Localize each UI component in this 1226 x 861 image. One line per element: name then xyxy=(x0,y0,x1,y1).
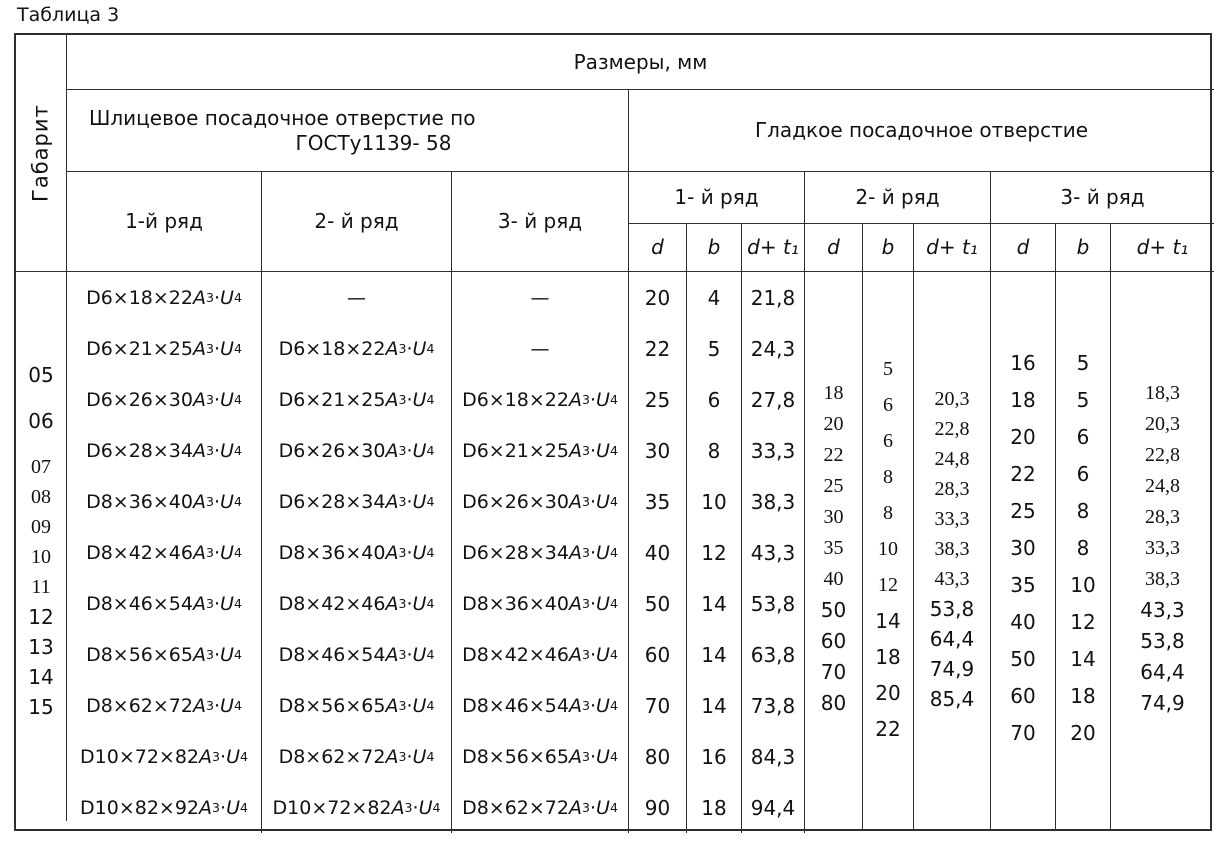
cell-value: 73,8 xyxy=(750,693,796,718)
cell-value: 21,8 xyxy=(750,285,796,310)
cell-value: 22 xyxy=(823,444,844,466)
cell-value: 94,4 xyxy=(750,795,796,820)
cell-value: 07 xyxy=(31,455,51,478)
smooth1-b-column xyxy=(687,272,742,833)
cell-value: — xyxy=(530,286,550,309)
cell-value: 24,8 xyxy=(1145,475,1180,497)
cell-value: 40 xyxy=(1010,610,1036,634)
cell-value: 20 xyxy=(644,285,671,310)
smooth-series-2-header: 2- й ряд xyxy=(805,172,991,224)
cell-value: 10 xyxy=(878,537,898,560)
cell-value: 60 xyxy=(820,629,847,653)
cell-value: 28,3 xyxy=(934,477,970,500)
cell-value: D8×56×65 A 3 · U 4 xyxy=(462,745,618,768)
cell-value: 5 xyxy=(1076,351,1090,375)
cell-value: 43,3 xyxy=(750,540,796,565)
cell-value: D6×28×34 A 3 · U 4 xyxy=(86,439,242,462)
cell-value: 13 xyxy=(28,634,54,659)
cell-value: 74,9 xyxy=(929,656,975,681)
spline-header-line2-gost: ГОСТу1139- 58 xyxy=(295,130,452,155)
cell-value: 10 xyxy=(701,489,727,514)
sizes-header: Размеры, мм xyxy=(67,35,1214,90)
cell-value: 18 xyxy=(1070,684,1096,708)
cell-value: D6×18×22 A 3 · U 4 xyxy=(278,337,435,360)
cell-value: 12 xyxy=(701,540,727,565)
cell-value: 60 xyxy=(1010,684,1036,708)
cell-value: 14 xyxy=(701,591,727,616)
cell-value: 5 xyxy=(707,336,721,361)
cell-value: 6 xyxy=(883,393,893,416)
cell-value: 40 xyxy=(644,540,671,565)
cell-value: 10 xyxy=(1070,573,1096,597)
cell-value: 09 xyxy=(31,515,51,538)
cell-value: 50 xyxy=(820,598,847,622)
cell-value: 63,8 xyxy=(750,642,796,667)
cell-value: 24,3 xyxy=(750,336,796,361)
gabarit-column-header xyxy=(16,35,67,272)
cell-value: 28,3 xyxy=(1145,506,1180,528)
cell-value: 20,3 xyxy=(1145,413,1180,435)
cell-value: 64,4 xyxy=(1140,660,1185,684)
cell-value: 50 xyxy=(1010,647,1036,671)
cell-value: D8×36×40 A 3 · U 4 xyxy=(278,541,435,564)
series1-col-d-header: d xyxy=(629,224,687,272)
cell-value: 8 xyxy=(883,501,893,524)
spline-series-2-column xyxy=(262,272,452,833)
cell-value: 22,8 xyxy=(1145,444,1180,466)
cell-value: 38,3 xyxy=(1145,568,1180,590)
cell-value: 64,4 xyxy=(929,626,975,651)
cell-value: 70 xyxy=(1010,721,1036,745)
cell-value: 4 xyxy=(707,285,721,310)
series3-col-d-header: d xyxy=(991,224,1056,272)
smooth-series-3-header: 3- й ряд xyxy=(991,172,1214,224)
smooth1-dt1-column xyxy=(742,272,805,833)
cell-value: — xyxy=(530,337,550,360)
cell-value: D10×82×92 A 3 · U 4 xyxy=(80,796,248,819)
cell-value: D8×42×46 A 3 · U 4 xyxy=(462,643,618,666)
cell-value: 38,3 xyxy=(750,489,796,514)
cell-value: 6 xyxy=(707,387,721,412)
cell-value: 08 xyxy=(31,485,51,508)
cell-value: 60 xyxy=(644,642,671,667)
cell-value: 14 xyxy=(1070,647,1096,671)
cell-value: D8×42×46 A 3 · U 4 xyxy=(278,592,435,615)
series3-col-dt1-header: d+ t₁ xyxy=(1111,224,1214,272)
cell-value: D8×62×72 A 3 · U 4 xyxy=(86,694,242,717)
table-title: Таблица 3 xyxy=(17,4,120,26)
cell-value: D6×28×34 A 3 · U 4 xyxy=(462,541,618,564)
smooth-section-header: Гладкое посадочное отверстие xyxy=(629,90,1214,172)
cell-value: 25 xyxy=(1010,499,1036,523)
cell-value: 16 xyxy=(701,744,727,769)
cell-value: 12 xyxy=(878,573,898,596)
cell-value: 18 xyxy=(875,644,901,669)
series1-col-dt1-header: d+ t₁ xyxy=(742,224,805,272)
smooth2-dt1-column xyxy=(914,268,991,829)
cell-value: D8×62×72 A 3 · U 4 xyxy=(278,745,435,768)
cell-value: D6×18×22 A 3 · U 4 xyxy=(86,286,242,309)
cell-value: D8×62×72 A 3 · U 4 xyxy=(462,796,618,819)
cell-value: 5 xyxy=(1076,388,1090,412)
cell-value: 06 xyxy=(28,408,54,433)
cell-value: 33,3 xyxy=(934,507,970,530)
cell-value: 24,8 xyxy=(934,447,970,470)
cell-value: 33,3 xyxy=(1145,537,1180,559)
cell-value: D6×21×25 A 3 · U 4 xyxy=(86,337,242,360)
cell-value: 30 xyxy=(1010,536,1036,560)
cell-value: 40 xyxy=(823,568,844,590)
cell-value: 80 xyxy=(644,744,671,769)
cell-value: 18 xyxy=(1010,388,1036,412)
cell-value: 80 xyxy=(820,691,847,715)
gabarit-label: Габарит xyxy=(28,104,53,202)
cell-value: 22,8 xyxy=(934,417,970,440)
cell-value: D6×18×22 A 3 · U 4 xyxy=(462,388,618,411)
cell-value: 8 xyxy=(883,465,893,488)
cell-value: 5 xyxy=(883,357,893,380)
cell-value: 25 xyxy=(823,475,844,497)
cell-value: 14 xyxy=(28,664,54,689)
cell-value: 43,3 xyxy=(1140,598,1185,622)
cell-value: 50 xyxy=(644,591,671,616)
series3-col-b-header: b xyxy=(1056,224,1111,272)
cell-value: D8×36×40 A 3 · U 4 xyxy=(86,490,242,513)
cell-value: D8×56×65 A 3 · U 4 xyxy=(278,694,435,717)
cell-value: 25 xyxy=(644,387,671,412)
cell-value: 18,3 xyxy=(1145,382,1180,404)
cell-value: 20,3 xyxy=(934,387,970,410)
cell-value: 6 xyxy=(883,429,893,452)
smooth1-d-column xyxy=(629,272,687,833)
cell-value: 74,9 xyxy=(1140,691,1185,715)
cell-value: 10 xyxy=(31,545,51,568)
series2-col-dt1-header: d+ t₁ xyxy=(914,224,991,272)
cell-value: 15 xyxy=(28,694,54,719)
spline-series-1-header: 1-й ряд xyxy=(67,172,262,272)
cell-value: D8×46×54 A 3 · U 4 xyxy=(278,643,435,666)
cell-value: 16 xyxy=(1010,351,1036,375)
smooth3-d-column xyxy=(991,268,1056,829)
cell-value: D6×26×30 A 3 · U 4 xyxy=(462,490,618,513)
spline-header-line1: Шлицевое посадочное отверстие по xyxy=(89,105,476,130)
spline-section-header xyxy=(67,90,629,172)
cell-value: D8×46×54 A 3 · U 4 xyxy=(462,694,618,717)
cell-value: D8×36×40 A 3 · U 4 xyxy=(462,592,618,615)
cell-value: D6×28×34 A 3 · U 4 xyxy=(278,490,435,513)
cell-value: D6×21×25 A 3 · U 4 xyxy=(462,439,618,462)
cell-value: 05 xyxy=(28,362,54,387)
cell-value: D8×46×54 A 3 · U 4 xyxy=(86,592,242,615)
cell-value: 35 xyxy=(1010,573,1036,597)
cell-value: 18 xyxy=(823,382,844,404)
cell-value: 38,3 xyxy=(934,537,970,560)
cell-value: 84,3 xyxy=(750,744,796,769)
cell-value: 8 xyxy=(1076,536,1090,560)
cell-value: 22 xyxy=(875,716,901,741)
cell-value: 14 xyxy=(875,608,901,633)
cell-value: 12 xyxy=(1070,610,1096,634)
cell-value: D8×42×46 A 3 · U 4 xyxy=(86,541,242,564)
cell-value: 20 xyxy=(823,413,844,435)
spline-series-1-column xyxy=(67,272,262,833)
series1-col-b-header: b xyxy=(687,224,742,272)
cell-value: 20 xyxy=(875,680,901,705)
cell-value: 33,3 xyxy=(750,438,796,463)
smooth3-b-column xyxy=(1056,268,1111,829)
smooth2-b-column xyxy=(863,268,914,829)
cell-value: 53,8 xyxy=(1140,629,1185,653)
cell-value: 90 xyxy=(644,795,671,820)
cell-value: 8 xyxy=(707,438,721,463)
cell-value: 14 xyxy=(701,642,727,667)
cell-value: 22 xyxy=(644,336,671,361)
dimensions-table xyxy=(14,33,1212,831)
cell-value: D6×26×30 A 3 · U 4 xyxy=(278,439,435,462)
smooth-series-1-header: 1- й ряд xyxy=(629,172,805,224)
cell-value: D8×56×65 A 3 · U 4 xyxy=(86,643,242,666)
cell-value: 53,8 xyxy=(929,596,975,621)
spline-series-2-header: 2- й ряд xyxy=(262,172,452,272)
smooth2-d-column xyxy=(805,268,863,829)
cell-value: 8 xyxy=(1076,499,1090,523)
cell-value: 27,8 xyxy=(750,387,796,412)
cell-value: 20 xyxy=(1070,721,1096,745)
cell-value: 30 xyxy=(644,438,671,463)
cell-value: 70 xyxy=(644,693,671,718)
cell-value: 20 xyxy=(1010,425,1036,449)
cell-value: 53,8 xyxy=(750,591,796,616)
cell-value: 70 xyxy=(820,660,847,684)
cell-value: — xyxy=(347,286,366,309)
smooth3-dt1-column xyxy=(1111,268,1214,829)
spline-series-3-column xyxy=(452,272,629,833)
series2-col-d-header: d xyxy=(805,224,863,272)
cell-value: D10×72×82 A 3 · U 4 xyxy=(272,796,441,819)
gabarit-values-column xyxy=(16,260,67,821)
cell-value: 18 xyxy=(701,795,727,820)
cell-value: 12 xyxy=(28,604,54,629)
spline-series-3-header: 3- й ряд xyxy=(452,172,629,272)
cell-value: D10×72×82 A 3 · U 4 xyxy=(80,745,248,768)
cell-value: 85,4 xyxy=(929,686,975,711)
cell-value: 11 xyxy=(31,575,51,598)
cell-value: D6×26×30 A 3 · U 4 xyxy=(86,388,242,411)
cell-value: 30 xyxy=(823,506,844,528)
cell-value: 6 xyxy=(1076,462,1090,486)
cell-value: 35 xyxy=(644,489,671,514)
cell-value: 22 xyxy=(1010,462,1036,486)
cell-value: 35 xyxy=(823,537,844,559)
cell-value: 14 xyxy=(701,693,727,718)
series2-col-b-header: b xyxy=(863,224,914,272)
cell-value: 6 xyxy=(1076,425,1090,449)
cell-value: 43,3 xyxy=(934,567,970,590)
cell-value: D6×21×25 A 3 · U 4 xyxy=(278,388,435,411)
